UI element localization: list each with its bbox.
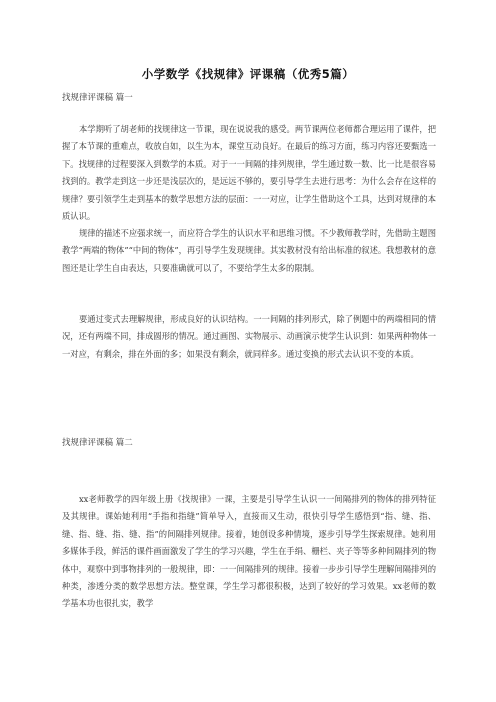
document-title: 小学数学《找规律》评课稿（优秀5篇） <box>141 67 355 81</box>
section-heading-2: 找规律评课稿 篇二 <box>62 438 133 448</box>
paragraph: 本学期听了胡老师的找规律这一节课，现在说说我的感受。两节课两位老师都合理运用了课件，把握了本节课的重难点，收放自如，以生为本，课堂互动良好。在最后的练习方面，练习内容还要甄选一下。找规律的过程要深入到数学的本质。对于一一间隔的排列规律，学生通过数一数、比一比是很容易找到的。教学走到这一步还是浅层次的，是远远不够的，要引导学生去进行思考：为什么会存在这样的规律？要引领学生走到基本的数学思想方法的层面：一一对应，让学生借助这个工具，达到对规律的本质认识。 <box>62 124 436 222</box>
section-heading-1: 找规律评课稿 篇一 <box>62 93 133 103</box>
paragraph: 规律的描述不应强求统一，而应符合学生的认识水平和思维习惯。不少教师教学时，先借助主题图教学“两端的物体”“中间的物体”，再引导学生发现规律。其实教材没有给出标准的叙述。我想教材的意图还是让学生自由表达，只要准确就可以了，不要给学生太多的限制。 <box>62 228 436 273</box>
paragraph: 要通过变式去理解规律，形成良好的认识结构。一一间隔的排列形式，除了例题中的两端相同的情况，还有两端不同，排成圆形的情况。通过画图、实物展示、动画演示使学生认识到：如果两种物体一一对应，有剩余，排在外面的多；如果没有剩余，就同样多。通过变换的形式去认识不变的本质。 <box>62 314 436 359</box>
paragraph: xx老师教学的四年级上册《找规律》一课，主要是引导学生认识一一间隔排列的物体的排列特征及其规律。课始她利用“手指和指缝”简单导入，直接而又生动，很快引导学生感悟到“指、缝、指、缝、指、缝、指、缝、指”的间隔排列规律。接着，她创设多种情境，逐步引导学生探索规律。她利用多媒体手段，鲜活的课件画面激发了学生的学习兴趣，学生在手绢、栅栏、夹子等等多种间隔排列的物体中，观察中到事物排列的一般规律，即：一一间隔排列的规律。接着一步步引导学生理解间隔排列的种类，渗透分类的数学思想方法。整堂课，学生学习都很积极，达到了较好的学习效果。xx老师的数学基本功也很扎实，教学 <box>62 494 436 609</box>
